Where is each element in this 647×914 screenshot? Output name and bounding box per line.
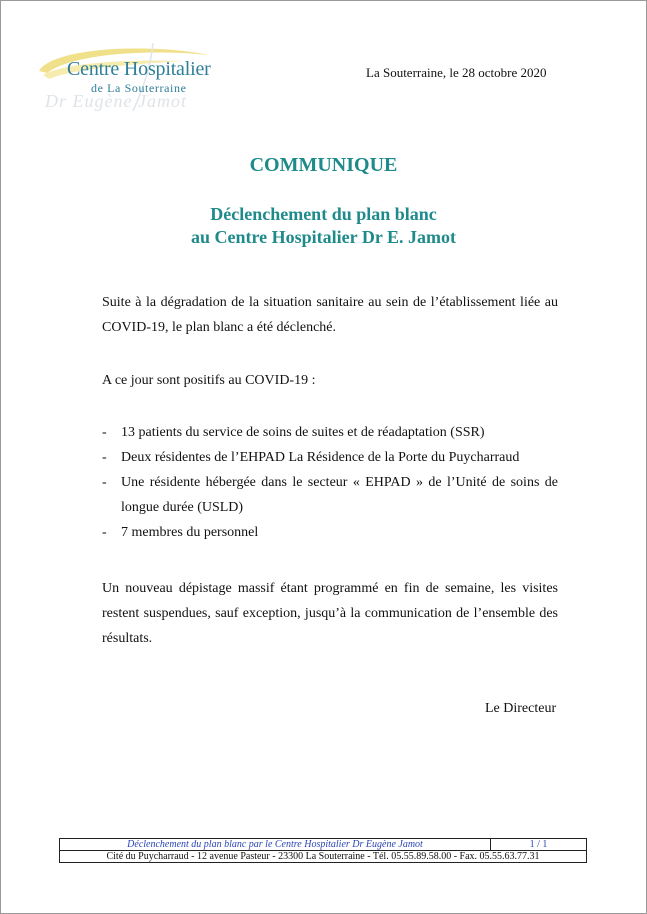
list-item: - Deux résidentes de l’EHPAD La Résidence de la Porte du Puycharraud [102,450,520,465]
list-item-text: Une résidente hébergée dans le secteur « EHPAD » de l’Unité de soins de longue durée (USLD) [121,475,558,515]
document-title: COMMUNIQUE [249,154,398,176]
footer-title: Déclenchement du plan blanc par le Centre Hospitalier Dr Eugène Jamot [60,839,491,851]
footer-address: Cité du Puycharraud - 12 avenue Pasteur - 23300 La Souterraine - Tél. 05.55.89.58.00 - Fax. 05.55.63.77.31 [60,851,587,863]
paragraph-intro: Suite à la dégradation de la situation sanitaire au sein de l’établissement liée au COVID-19, le plan blanc a été déclenché. [102,295,558,335]
list-item-text: 7 membres du personnel [121,525,259,540]
footer-table [59,838,587,863]
logo-script: Dr Eugène Jamot [45,91,187,111]
footer-page-number: 1 / 1 [491,839,587,851]
document-subtitle [1,203,646,249]
paragraph-positives: A ce jour sont positifs au COVID-19 : [102,373,316,388]
list-item-text: 13 patients du service de soins de suites et de réadaptation (SSR) [121,425,485,440]
positives-list [102,420,558,545]
hospital-logo [33,41,233,113]
subtitle-line-2: au Centre Hospitalier Dr E. Jamot [191,227,456,247]
signature: Le Directeur [485,701,557,716]
logo-subtitle: de La Souterraine [91,81,187,95]
paragraph-visits: Un nouveau dépistage massif étant programmé en fin de semaine, les visites restent suspendues, sauf exception, jusqu’à la communication de l’ensemble des résultats. [102,581,558,646]
list-item-text: Deux résidentes de l’EHPAD La Résidence de la Porte du Puycharraud [121,450,520,465]
logo-name: Centre Hospitalier [67,58,211,80]
list-item: - Une résidente hébergée dans le secteur « EHPAD » de l’Unité de soins de longue durée (USLD) [102,475,558,515]
list-item: - 13 patients du service de soins de suites et de réadaptation (SSR) [102,425,485,440]
list-item: - 7 membres du personnel [102,525,259,540]
subtitle-line-1: Déclenchement du plan blanc [210,204,437,224]
document-date: La Souterraine, le 28 octobre 2020 [366,65,547,80]
